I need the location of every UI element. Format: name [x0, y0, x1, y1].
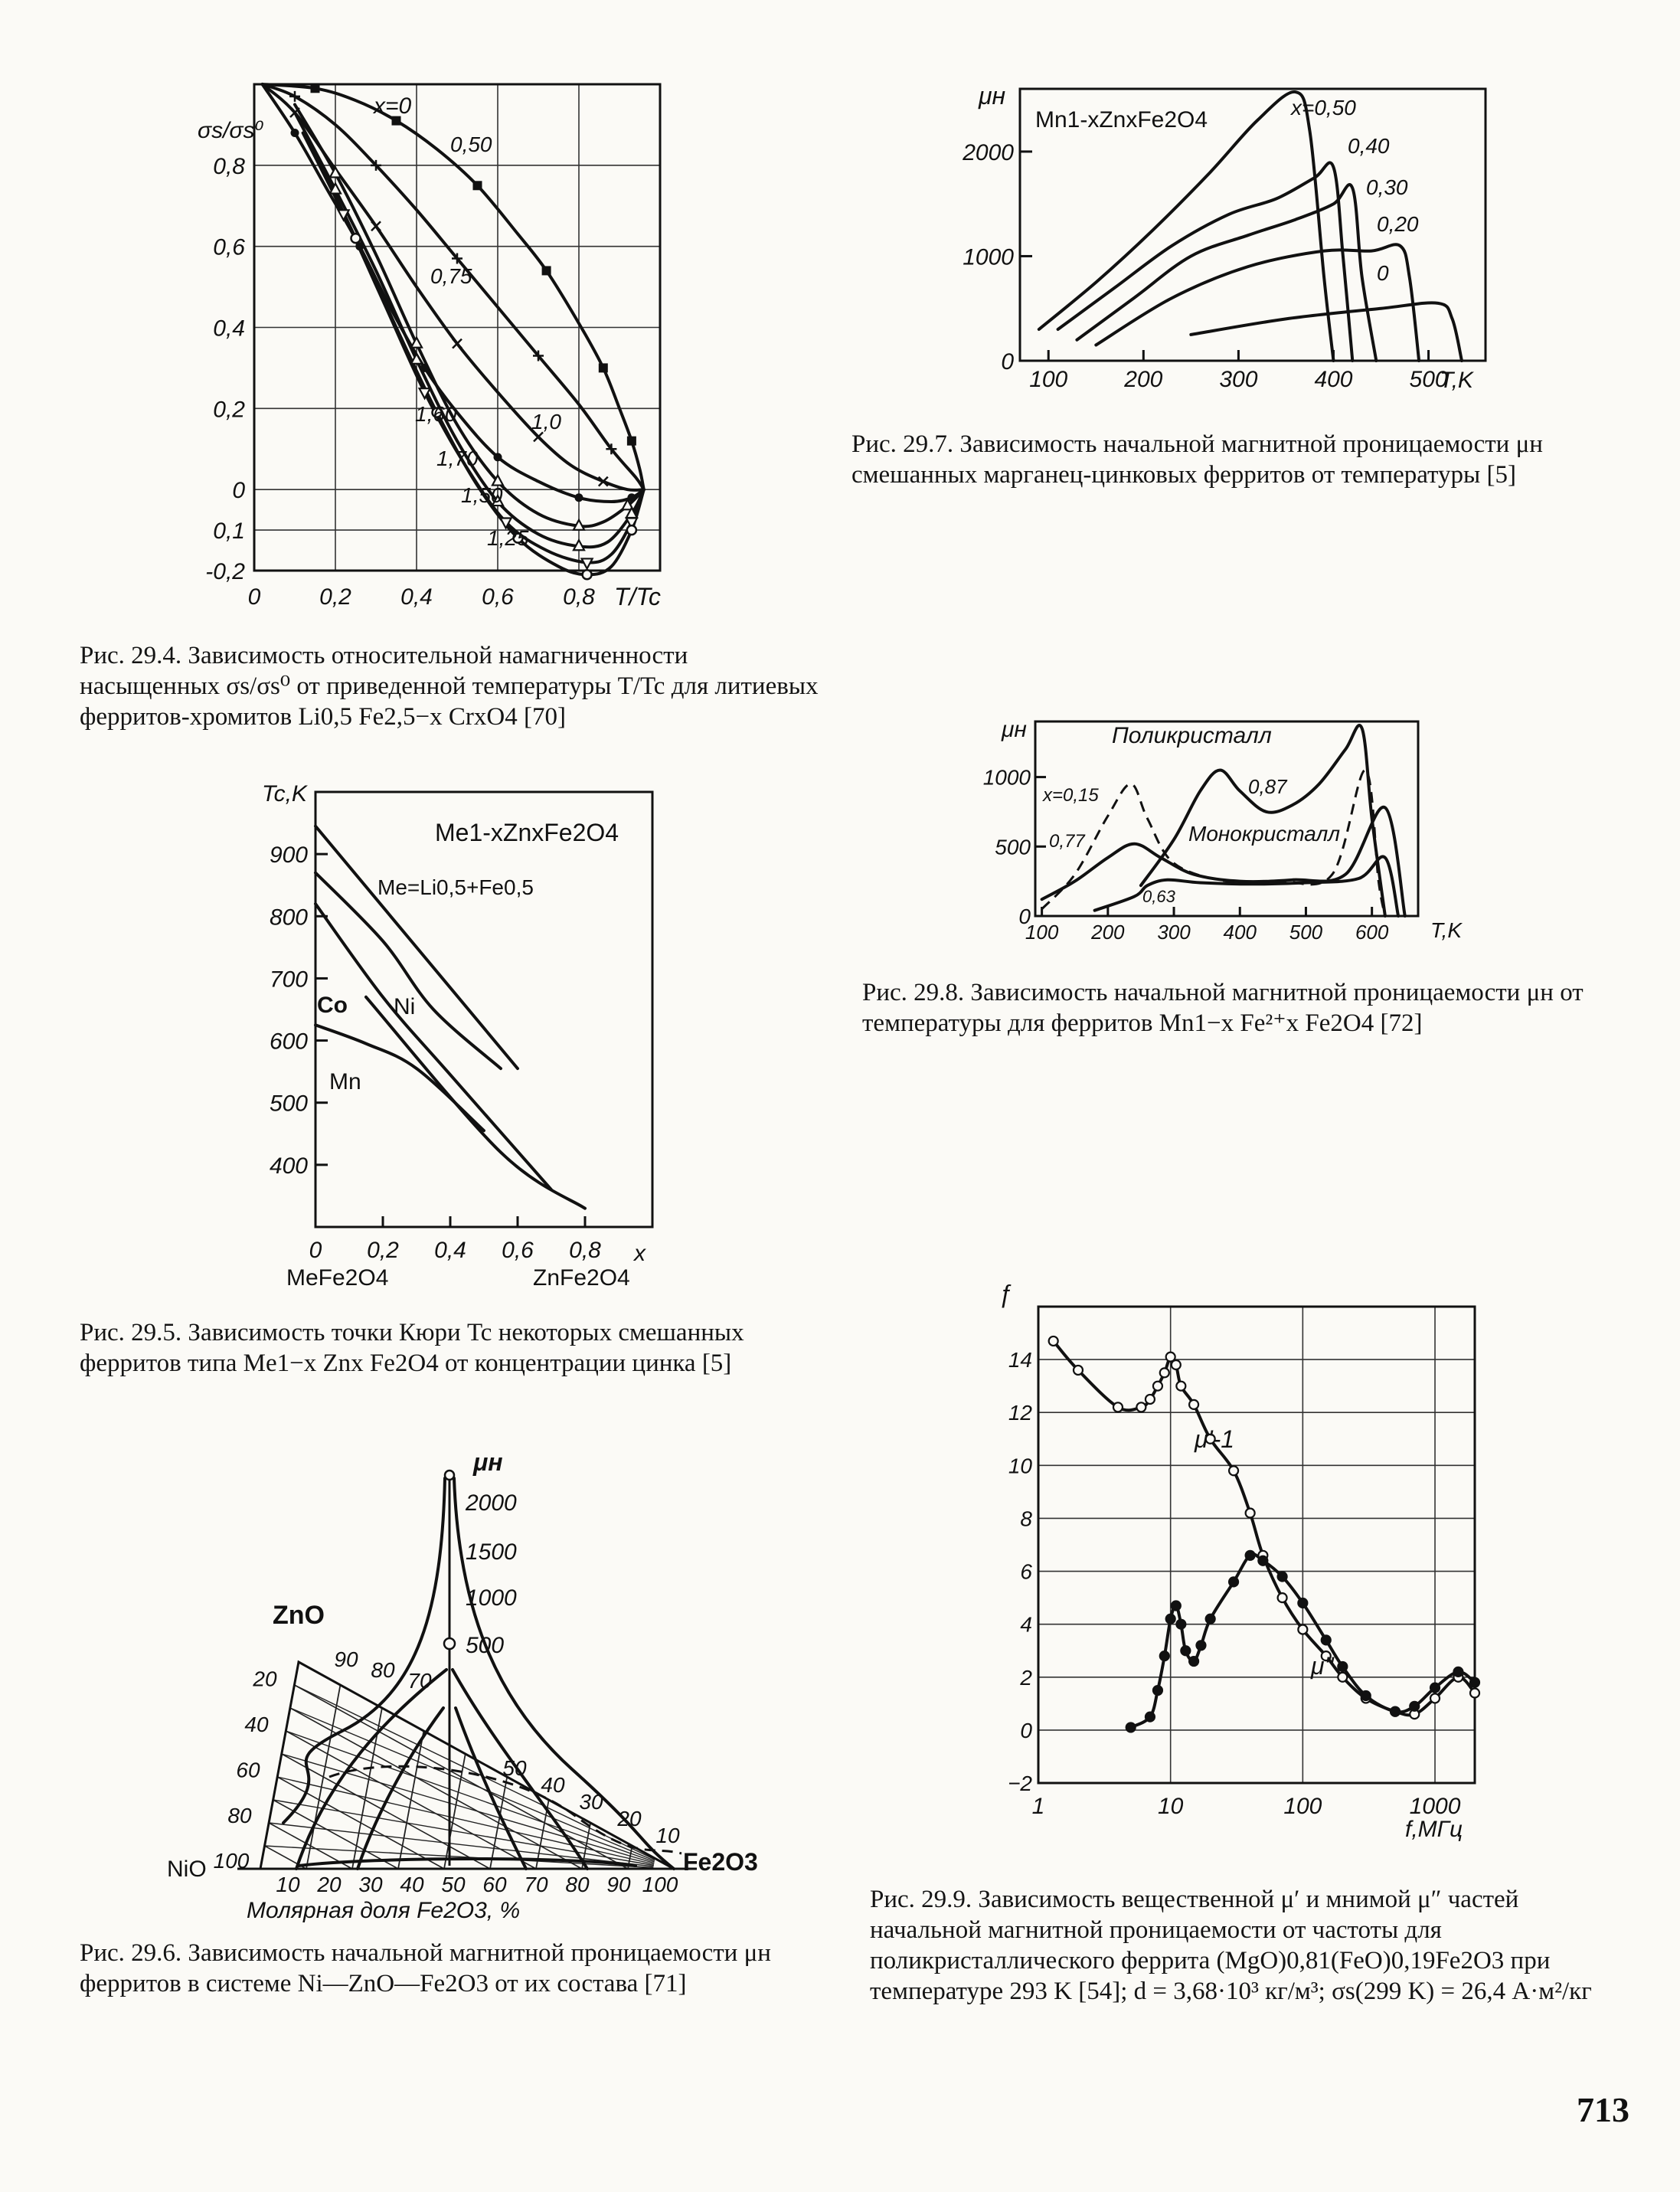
fig9-filled-marker: [1298, 1598, 1307, 1608]
fig9-ytick-label: 12: [1008, 1401, 1032, 1425]
fig9-filled-marker: [1453, 1667, 1463, 1677]
fig4-ytick-label: 0,2: [213, 397, 245, 423]
fig7-ytick-label: 0: [1001, 349, 1014, 375]
fig8-xtick-label: 100: [1025, 921, 1059, 944]
fig4-marker: [351, 234, 361, 243]
fig6-corner-fe2o3: Fe2O3: [683, 1848, 758, 1876]
fig4-marker: [371, 221, 381, 231]
fig8-xtick-label: 400: [1223, 921, 1257, 944]
fig6-caption: Рис. 29.6. Зависимость начальной магнитной проницаемости μн ферритов в системе Ni—ZnO—Fe2O3 от их состава [71]: [80, 1939, 771, 1997]
fig9-open-marker: [1229, 1466, 1238, 1475]
fig5-xtick-label: 0,2: [367, 1238, 399, 1263]
fig6-z-tick-labels: [465, 1490, 517, 1658]
fig4-xtick-label: 0,6: [482, 584, 514, 610]
fig9-open-marker: [1338, 1673, 1347, 1682]
fig6-top-tick-label: 80: [371, 1658, 395, 1682]
fig5-ytick-label: 600: [269, 1029, 308, 1055]
fig4-curves: [263, 84, 644, 574]
fig6-ztick-label: 500: [466, 1633, 505, 1658]
fig6-base-tick-label: 50: [441, 1873, 466, 1896]
fig8-label-087: 0,87: [1248, 775, 1287, 798]
fig9-ytick-label: −2: [1008, 1772, 1032, 1795]
fig4-ylabel: σs/σs⁰: [198, 118, 264, 143]
fig9-open-marker: [1430, 1693, 1440, 1703]
fig6-base-tick-label: 40: [400, 1873, 424, 1896]
fig6-corner-nio: NiO: [167, 1857, 207, 1882]
fig9-filled-marker: [1246, 1551, 1255, 1560]
fig4-marker: [291, 129, 299, 137]
fig4-caption: Рис. 29.4. Зависимость относительной намагниченности насыщенных σs/σs⁰ от приведенной температуры T/Tc для литиевых ферритов-хромитов Li0,5 Fe2,5−x CrxO4 [70]: [80, 642, 819, 731]
fig6-mesh-line: [286, 1731, 536, 1869]
fig4-label-050: 0,50: [450, 133, 492, 156]
fig8-y-tick-labels: [983, 766, 1031, 928]
fig6-ztick-label: 1000: [466, 1585, 517, 1611]
fig5-series-co: [315, 904, 551, 1189]
fig4-xtick-label: 0,8: [563, 584, 595, 610]
fig6-corner-zno: ZnO: [273, 1601, 325, 1630]
fig9-open-marker: [1049, 1336, 1058, 1346]
fig7-label-020: 0,20: [1377, 212, 1419, 236]
fig4-ytick-label: 0,6: [213, 234, 245, 260]
fig9-ytick-label: 10: [1008, 1454, 1032, 1478]
fig8-plot-frame: [1035, 721, 1418, 916]
fig6-base-tick-label: 70: [524, 1873, 548, 1896]
fig9-open-marker: [1136, 1402, 1146, 1412]
fig6-base-tick-label: 10: [276, 1873, 300, 1896]
fig6-top-tick-label: 70: [407, 1669, 432, 1693]
fig4-y-tick-labels: [205, 154, 245, 584]
fig9-y-tick-labels: [1008, 1348, 1032, 1795]
fig5-xtick-label: 0,6: [502, 1238, 534, 1263]
fig5-bottom-left: MeFe2O4: [286, 1265, 389, 1291]
fig4-label-150: 1,50: [461, 483, 503, 507]
fig4-label-160: 1,60: [415, 402, 457, 426]
fig4-ytick-label: 0,8: [213, 153, 245, 179]
fig8-label-poly: Поликристалл: [1112, 723, 1272, 748]
fig4-marker: [473, 181, 482, 190]
fig5-ylabel: Tc,K: [262, 781, 307, 806]
fig8-ytick-label: 1000: [982, 765, 1031, 790]
fig4-marker: [627, 525, 636, 535]
fig7-xtick-label: 100: [1029, 367, 1068, 392]
fig6-base-tick-label: 90: [606, 1873, 631, 1896]
fig8-curves: [1042, 725, 1405, 916]
fig4-label-075: 0,75: [430, 264, 472, 288]
fig5-ytick-label: 900: [269, 842, 308, 869]
fig9-xtick-label: 100: [1283, 1794, 1322, 1819]
fig4-xlabel: T/Tc: [614, 583, 662, 610]
fig9-filled-marker: [1338, 1662, 1347, 1671]
fig7-y-tick-labels: [962, 140, 1014, 375]
fig6-left-tick-label: 40: [244, 1713, 269, 1736]
fig9-ytick-label: 14: [1008, 1348, 1032, 1372]
fig8-label-063: 0,63: [1142, 887, 1175, 906]
fig9-open-marker: [1246, 1509, 1255, 1518]
fig7-ytick-label: 2000: [963, 139, 1014, 165]
fig4-ytick-label: -0,2: [205, 559, 245, 584]
fig8-x-tick-labels: [1025, 921, 1389, 944]
fig9-filled-marker: [1146, 1713, 1155, 1722]
fig6-ztick-label: 2000: [466, 1490, 517, 1516]
fig9-open-marker: [1113, 1402, 1123, 1412]
fig4-xtick-label: 0,2: [319, 584, 351, 610]
fig9-filled-marker: [1206, 1615, 1215, 1624]
fig7-label-030: 0,30: [1366, 175, 1408, 199]
page-number: 713: [1577, 2090, 1629, 2129]
fig9-filled-marker: [1229, 1577, 1238, 1586]
fig9-caption: Рис. 29.9. Зависимость вещественной μ′ и мнимой μ″ частей начальной магнитной проницаемости от частоты для поликристаллического феррита (MgO)0,81(FeO)0,19Fe2O3 при температуре 293 K [54]; d = 3,68·10³ кг/м³; σs(299 K) = 26,4 А·м²/кг: [870, 1886, 1592, 2005]
fig9-filled-marker: [1278, 1572, 1287, 1581]
fig6-right-tick-label: 10: [655, 1824, 680, 1847]
fig7-xlabel: T,K: [1440, 368, 1473, 393]
fig6-left-tick-label: 20: [253, 1667, 277, 1691]
fig4-ytick-label: 0: [232, 478, 245, 504]
fig6-top-tick-label: 90: [334, 1647, 358, 1671]
fig7-xtick-label: 500: [1409, 367, 1448, 392]
fig9-label-mu2: μ'': [1311, 1652, 1334, 1680]
fig6-xlabel: Молярная доля Fe2O3, %: [247, 1898, 521, 1923]
fig4-x-tick-labels: [248, 584, 596, 610]
fig9-open-marker: [1146, 1395, 1155, 1404]
fig4-label-125: 1,25: [487, 526, 529, 550]
fig5-label-ni: Ni: [394, 994, 416, 1019]
fig9-open-marker: [1172, 1360, 1181, 1369]
fig9-open-marker: [1298, 1625, 1307, 1634]
fig6-base-tick-label: 60: [482, 1873, 507, 1896]
fig4-ytick-label: 0,1: [213, 519, 245, 545]
fig9-x-tick-labels: [1032, 1794, 1461, 1819]
fig7-series-4: [1096, 244, 1419, 361]
fig5-ytick-label: 800: [269, 905, 308, 931]
fig8-ytick-label: 500: [995, 835, 1031, 859]
fig4-label-x0: x=0: [374, 93, 412, 119]
fig4-ytick-label: 0,4: [213, 316, 245, 342]
fig5-label-co: Co: [317, 993, 348, 1018]
fig6-right-tick-label: 30: [579, 1790, 603, 1814]
figure-29-7-chart: [949, 74, 1516, 403]
fig7-label-050: x=0,50: [1291, 96, 1356, 119]
fig8-xtick-label: 600: [1355, 921, 1389, 944]
fig9-filled-marker: [1196, 1641, 1205, 1650]
fig8-label-077: 0,77: [1049, 831, 1085, 852]
fig4-marker: [420, 364, 429, 372]
fig6-right-tick-label: 40: [541, 1773, 565, 1797]
fig4-xtick-label: 0,4: [400, 584, 433, 610]
fig9-filled-marker: [1391, 1707, 1400, 1716]
fig9-filled-marker: [1153, 1686, 1162, 1695]
fig6-right-tick-label: 20: [617, 1807, 642, 1830]
fig4-marker: [311, 83, 320, 93]
fig5-label-me: Me=Li0,5+Fe0,5: [378, 875, 534, 899]
fig6-base-tick-label: 80: [565, 1873, 590, 1896]
fig4-marker: [542, 266, 551, 275]
figure-29-5-chart: [244, 770, 688, 1307]
fig6-right-tick-label: 50: [502, 1756, 527, 1780]
fig7-xtick-label: 400: [1314, 367, 1353, 392]
fig5-y-tick-labels: [270, 842, 308, 1179]
fig5-series-ni: [315, 873, 501, 1069]
fig7-label-040: 0,40: [1348, 134, 1390, 158]
fig9-ytick-label: 4: [1020, 1612, 1032, 1637]
fig6-surface-line-1: [296, 1670, 446, 1869]
fig9-ytick-label: 0: [1020, 1718, 1032, 1742]
fig4-marker: [534, 432, 543, 441]
fig7-ytick-label: 1000: [963, 244, 1014, 270]
fig4-label-170: 1,70: [436, 447, 479, 470]
fig7-x-tick-labels: [1029, 367, 1448, 392]
fig9-filled-marker: [1172, 1601, 1181, 1610]
figure-29-6-chart: [145, 1440, 789, 1938]
fig6-base-tick-label: 20: [317, 1873, 342, 1896]
fig9-open-marker: [1278, 1593, 1287, 1602]
fig9-open-marker: [1189, 1400, 1198, 1409]
fig4-marker: [494, 453, 502, 461]
fig8-caption: Рис. 29.8. Зависимость начальной магнитной проницаемости μн от температуры для ферритов Mn1−x Fe²⁺x Fe2O4 [72]: [862, 979, 1584, 1037]
fig9-filled-marker: [1176, 1620, 1185, 1629]
fig4-marker: [583, 570, 592, 579]
fig9-plot-frame: [1038, 1307, 1475, 1783]
fig5-xlabel: x: [634, 1241, 646, 1266]
fig9-grid: [1038, 1307, 1475, 1783]
fig9-label-mu1: μ'-1: [1195, 1425, 1235, 1453]
fig5-label-mn: Mn: [329, 1069, 361, 1094]
fig6-left-tick-label: 80: [227, 1803, 252, 1827]
fig9-ytick-label: 2: [1020, 1665, 1032, 1690]
fig9-filled-marker: [1181, 1646, 1190, 1655]
fig5-xtick-label: 0,4: [434, 1238, 466, 1263]
fig9-filled-marker: [1166, 1615, 1175, 1624]
fig4-xtick-label: 0: [247, 584, 261, 610]
fig8-ytick-label: 0: [1018, 905, 1031, 928]
fig7-xtick-label: 300: [1219, 367, 1258, 392]
fig9-xtick-label: 10: [1157, 1794, 1184, 1819]
fig7-caption: Рис. 29.7. Зависимость начальной магнитной проницаемости μн смешанных марганец-цинковых ферритов от температуры [5]: [851, 430, 1543, 489]
fig9-open-marker: [1153, 1382, 1162, 1391]
fig9-filled-marker: [1430, 1683, 1440, 1693]
fig9-open-marker: [1176, 1382, 1185, 1391]
fig8-label-mono: Монокристалл: [1188, 822, 1341, 846]
fig9-series-1: [1054, 1341, 1475, 1715]
fig5-bottom-right: ZnFe2O4: [533, 1265, 630, 1291]
fig5-ytick-label: 700: [269, 967, 308, 993]
fig4-marker: [599, 363, 608, 372]
fig5-x-tick-labels: [309, 1238, 602, 1263]
fig8-series-1: [1141, 725, 1385, 916]
fig9-filled-marker: [1126, 1723, 1136, 1732]
fig5-formula: Me1-xZnxFe2O4: [435, 819, 619, 846]
fig4-label-10: 1,0: [531, 410, 561, 433]
fig8-xtick-label: 200: [1091, 921, 1125, 944]
fig6-left-tick-label: 100: [213, 1849, 250, 1873]
fig9-ytick-label: 8: [1020, 1507, 1032, 1531]
fig6-zlabel: μн: [473, 1448, 503, 1476]
fig6-ztick-label: 1500: [466, 1539, 517, 1565]
figure-29-8-chart: [982, 703, 1462, 956]
fig5-ytick-label: 400: [269, 1153, 308, 1179]
fig8-xlabel: T,K: [1430, 918, 1462, 942]
fig7-ylabel: μн: [979, 82, 1006, 110]
fig9-open-marker: [1470, 1689, 1479, 1698]
fig8-xtick-label: 300: [1157, 921, 1191, 944]
fig5-xtick-label: 0: [309, 1238, 322, 1263]
fig9-xlabel: f,МГц: [1405, 1817, 1463, 1842]
fig9-ytick-label: 6: [1020, 1559, 1032, 1584]
fig6-base-tick-label: 100: [642, 1873, 678, 1896]
fig5-plot-frame: [315, 792, 652, 1227]
fig9-filled-marker: [1470, 1678, 1479, 1687]
fig4-marker: [627, 437, 636, 446]
fig9-filled-marker: [1160, 1651, 1169, 1660]
fig9-filled-marker: [1322, 1635, 1331, 1644]
fig5-caption: Рис. 29.5. Зависимость точки Кюри Tc некоторых смешанных ферритов типа Me1−x Znx Fe2O4 от концентрации цинка [5]: [80, 1319, 744, 1377]
fig9-ylabel: ƒ: [999, 1280, 1012, 1307]
fig4-marker: [575, 493, 583, 502]
fig6-mesh-line: [294, 1685, 628, 1869]
fig7-label-0: 0: [1377, 261, 1389, 285]
fig9-xtick-label: 1000: [1409, 1794, 1461, 1819]
fig6-mid-marker: [444, 1638, 455, 1649]
fig5-ytick-label: 500: [269, 1091, 308, 1117]
fig8-ylabel: μн: [1002, 717, 1027, 742]
fig9-open-marker: [1160, 1368, 1169, 1377]
fig6-left-tick-label: 60: [236, 1758, 260, 1782]
figure-29-4-chart: [153, 69, 689, 636]
fig9-filled-marker: [1361, 1691, 1371, 1700]
fig9-xtick-label: 1: [1031, 1794, 1045, 1819]
fig9-curves: [1054, 1341, 1475, 1727]
fig8-label-x015: x=0,15: [1043, 785, 1099, 806]
fig7-formula: Mn1-xZnxFe2O4: [1035, 107, 1208, 133]
fig6-base-tick-label: 30: [358, 1873, 383, 1896]
fig5-xtick-label: 0,8: [569, 1238, 601, 1263]
fig9-filled-marker: [1410, 1702, 1419, 1711]
fig9-open-marker: [1074, 1366, 1083, 1375]
fig4-marker: [453, 339, 462, 348]
fig9-filled-marker: [1258, 1556, 1267, 1565]
fig4-series-8: [315, 153, 644, 574]
figure-29-9-chart: [988, 1276, 1493, 1843]
fig9-markers: [1049, 1336, 1479, 1732]
fig7-xtick-label: 200: [1124, 367, 1163, 392]
fig9-filled-marker: [1189, 1657, 1198, 1666]
fig6-surface-left-ridge: [283, 1478, 445, 1823]
fig8-xtick-label: 500: [1289, 921, 1323, 944]
